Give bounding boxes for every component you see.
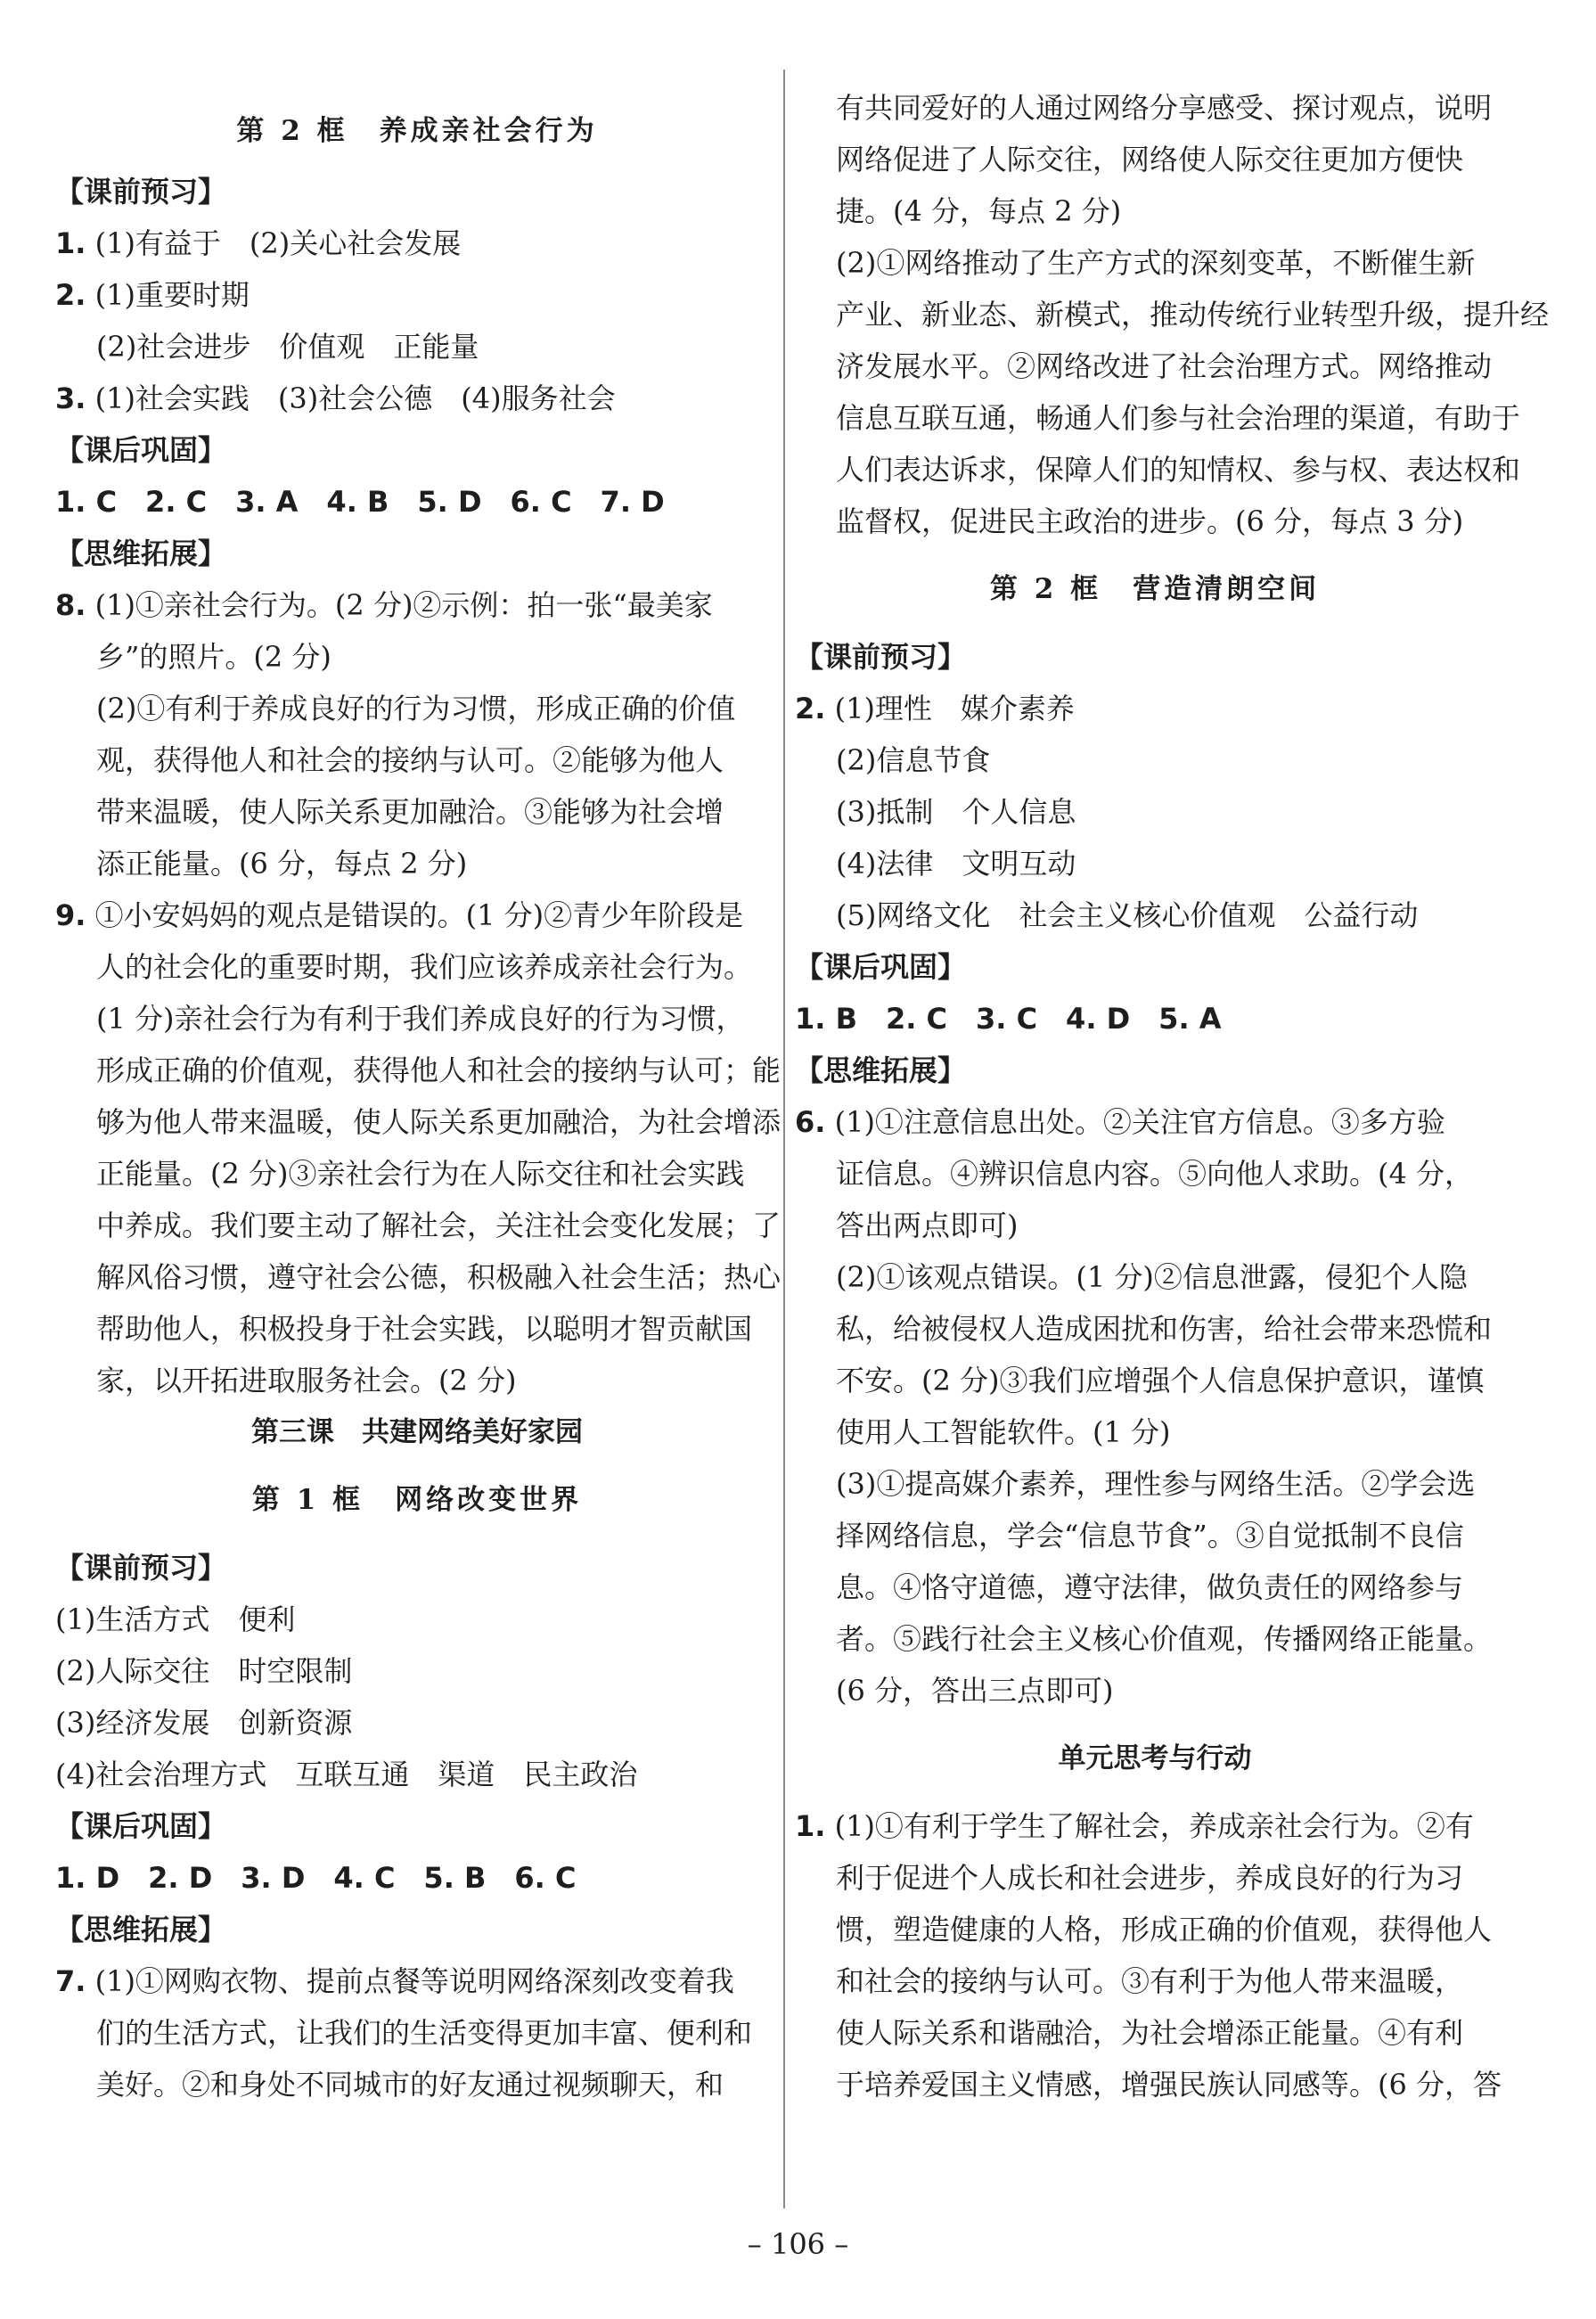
answer-line: 观，获得他人和社会的接纳与认可。②能够为他人 [96,743,724,777]
answer-line: 形成正确的价值观，获得他人和社会的接纳与认可；能 [96,1053,782,1087]
answer-line: 私，给被侵权人造成困扰和伤害，给社会带来恐慌和 [836,1312,1493,1346]
answer-line: 1. (1)有益于 (2)关心社会发展 [55,226,462,260]
section-title: 第 1 框 网络改变世界 [251,1484,583,1516]
answer-line: 人们表达诉求，保障人们的知情权、参与权、表达权和 [836,453,1521,487]
answer-line: (1)生活方式 便利 [55,1602,296,1636]
answer-line: 有共同爱好的人通过网络分享感受、探讨观点，说明 [836,91,1493,125]
answer-line: (3)①提高媒介素养，理性参与网络生活。②学会选 [836,1467,1476,1501]
lesson-title: 第三课 共建网络美好家园 [251,1416,583,1448]
answer-line: 帮助他人，积极投身于社会实践，以聪明才智贡献国 [96,1312,753,1346]
answer-line: 1. (1)①有利于学生了解社会，养成亲社会行为。②有 [795,1809,1474,1843]
answer-line: 1. C 2. C 3. A 4. B 5. D 6. C 7. D [55,485,665,519]
answer-line: 答出两点即可) [836,1209,1019,1242]
answer-line: 乡”的照片。(2 分) [96,640,331,674]
answer-line: 择网络信息，学会“信息节食”。③自觉抵制不良信 [836,1519,1464,1553]
answer-line: 3. (1)社会实践 (3)社会公德 (4)服务社会 [55,381,616,415]
answer-line: 济发展水平。②网络改进了社会治理方式。网络推动 [836,349,1493,383]
page-number: – 106 – [747,2227,849,2261]
section-heading: 【课前预习】 [795,640,967,674]
answer-line: 们的生活方式，让我们的生活变得更加丰富、便利和 [96,2016,753,2050]
section-heading: 【课后巩固】 [55,433,227,467]
answer-line: 7. (1)①网购衣物、提前点餐等说明网络深刻改变着我 [55,1964,734,1998]
answer-line: 中养成。我们要主动了解社会，关注社会变化发展；了 [96,1209,782,1242]
answer-line: 1. B 2. C 3. C 4. D 5. A [795,1002,1222,1036]
answer-line: 利于促进个人成长和社会进步，养成良好的行为习 [836,1861,1464,1895]
section-heading: 【思维拓展】 [55,537,227,570]
section-heading: 【课前预习】 [55,1551,227,1585]
answer-line: (4)社会治理方式 互联互通 渠道 民主政治 [55,1758,638,1791]
answer-line: 和社会的接纳与认可。③有利于为他人带来温暖， [836,1964,1464,1998]
answer-line: 于培养爱国主义情感，增强民族认同感等。(6 分，答 [836,2068,1502,2102]
answer-line: (3)经济发展 创新资源 [55,1706,353,1740]
answer-line: (2)社会进步 价值观 正能量 [96,330,479,364]
answer-line: 2. (1)重要时期 [55,278,250,312]
section-heading: 【思维拓展】 [55,1913,227,1946]
answer-line: 解风俗习惯，遵守社会公德，积极融入社会生活；热心 [96,1260,782,1294]
answer-line: 8. (1)①亲社会行为。(2 分)②示例：拍一张“最美家 [55,588,713,622]
answer-line: (1 分)亲社会行为有利于我们养成良好的行为习惯， [96,1002,745,1036]
answer-line: 人的社会化的重要时期，我们应该养成亲社会行为。 [96,950,753,984]
answer-line: 家，以开拓进取服务社会。(2 分) [96,1364,517,1397]
section-title: 第 2 框 养成亲社会行为 [236,115,598,147]
answer-line: 正能量。(2 分)③亲社会行为在人际交往和社会实践 [96,1157,745,1191]
answer-line: 惯，塑造健康的人格，形成正确的价值观，获得他人 [836,1913,1493,1946]
answer-line: 息。④恪守道德，遵守法律，做负责任的网络参与 [836,1570,1464,1604]
answer-line: (2)①网络推动了生产方式的深刻变革，不断催生新 [836,246,1476,280]
answer-line: (2)①该观点错误。(1 分)②信息泄露，侵犯个人隐 [836,1260,1468,1294]
section-heading: 【课后巩固】 [55,1809,227,1843]
answer-line: 带来温暖，使人际关系更加融洽。③能够为社会增 [96,795,724,829]
answer-line: (3)抵制 个人信息 [836,795,1076,829]
section-heading: 【思维拓展】 [795,1053,967,1087]
answer-line: 美好。②和身处不同城市的好友通过视频聊天，和 [96,2068,724,2102]
section-title: 第 2 框 营造清朗空间 [989,573,1321,605]
answer-line: 产业、新业态、新模式，推动传统行业转型升级，提升经 [836,298,1550,332]
answer-line: 不安。(2 分)③我们应增强个人信息保护意识，谨慎 [836,1364,1485,1397]
answer-line: (2)人际交往 时空限制 [55,1654,353,1688]
answer-line: (4)法律 文明互动 [836,847,1076,881]
answer-line: 使用人工智能软件。(1 分) [836,1415,1171,1449]
answer-line: 者。⑤践行社会主义核心价值观，传播网络正能量。 [836,1622,1493,1656]
answer-line: 9. ①小安妈妈的观点是错误的。(1 分)②青少年阶段是 [55,898,744,932]
answer-line: 使人际关系和谐融洽，为社会增添正能量。④有利 [836,2016,1464,2050]
right-column [795,82,1550,2110]
section-heading: 【课后巩固】 [795,950,967,984]
answer-line: (5)网络文化 社会主义核心价值观 公益行动 [836,898,1419,932]
unit-title: 单元思考与行动 [1058,1742,1252,1774]
answer-line: 添正能量。(6 分，每点 2 分) [96,847,468,881]
section-heading: 【课前预习】 [55,175,227,209]
answer-line: 证信息。④辨识信息内容。⑤向他人求助。(4 分， [836,1157,1474,1191]
answer-line: (6 分，答出三点即可) [836,1674,1114,1708]
answer-line: (2)①有利于养成良好的行为习惯，形成正确的价值 [96,692,736,725]
answer-line: 2. (1)理性 媒介素养 [795,692,1075,725]
answer-line: 6. (1)①注意信息出处。②关注官方信息。③多方验 [795,1105,1445,1139]
left-column [55,105,782,2110]
answer-line: 信息互联互通，畅通人们参与社会治理的渠道，有助于 [836,401,1521,435]
answer-line: 监督权，促进民主政治的进步。(6 分，每点 3 分) [836,504,1464,538]
answer-line: 够为他人带来温暖，使人际关系更加融洽，为社会增添 [96,1105,782,1139]
column-divider [783,70,785,2208]
answer-line: 捷。(4 分，每点 2 分) [836,194,1122,228]
answer-line: 1. D 2. D 3. D 4. C 5. B 6. C [55,1861,577,1895]
answer-line: (2)信息节食 [836,743,991,777]
answer-line: 网络促进了人际交往，网络使人际交往更加方便快 [836,143,1464,176]
